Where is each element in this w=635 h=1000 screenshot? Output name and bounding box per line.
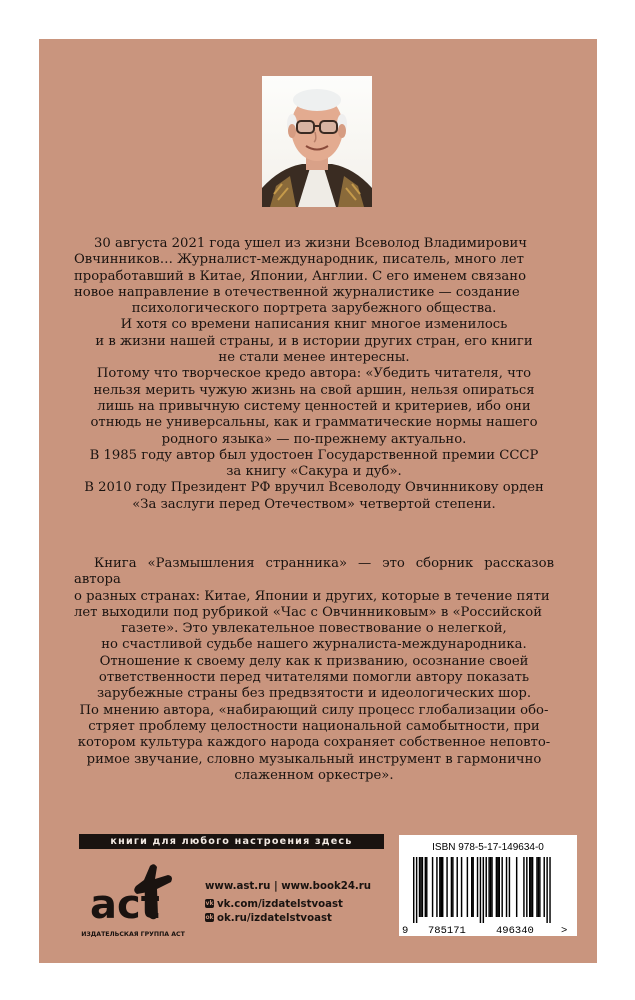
text-line: «За заслуги перед Отечеством» четвертой степени.: [132, 496, 496, 512]
barcode-digit-first: 9: [402, 925, 409, 937]
barcode-bar: [536, 857, 537, 917]
barcode-bar: [451, 857, 452, 917]
text-line: родного языка» — по-прежнему актуально.: [161, 431, 467, 447]
text-line: котором культура каждого народа сохраняет собственное неповто-: [77, 735, 551, 751]
text-line: Отношение к своему делу как к призванию, осознание своей: [99, 653, 529, 669]
barcode-bar: [544, 857, 545, 917]
barcode-bar: [457, 857, 458, 917]
barcode-bar: [426, 857, 427, 917]
ok-link[interactable]: [205, 912, 371, 926]
barcode-bar: [499, 857, 500, 917]
barcode-bar: [516, 857, 517, 917]
ok-text: ok.ru/izdatelstvoast: [217, 913, 332, 924]
vk-icon: vk: [205, 900, 214, 907]
text-line: о разных странах: Китае, Японии и других, которые в течение пяти: [74, 588, 550, 604]
barcode-bar: [436, 857, 437, 917]
barcode-digits-right: 496340: [496, 925, 534, 937]
ast-logo: [88, 862, 176, 930]
website-links[interactable]: www.ast.ru | www.book24.ru: [205, 881, 372, 892]
text-line: Потому что творческое кредо автора: «Убедить читателя, что: [96, 366, 532, 382]
text-line: не стали менее интересны.: [218, 350, 410, 366]
barcode-bar: [420, 857, 421, 917]
text-line: ответственности перед читателями помогли автору показать: [98, 670, 530, 686]
publisher-links: [205, 880, 371, 926]
isbn-text: ISBN 978-5-17-149634-0: [432, 842, 544, 853]
barcode-end-mark: >: [561, 925, 568, 937]
barcode-bar: [497, 857, 498, 917]
barcode-bar: [413, 857, 414, 923]
barcode-bar: [471, 857, 472, 917]
text-line: нельзя мерить чужую жизнь на свой аршин, нельзя опираться: [93, 382, 535, 398]
barcode-bar: [441, 857, 442, 917]
ok-icon: ok: [205, 914, 214, 921]
barcode-bar: [477, 857, 478, 917]
barcode-bar: [422, 857, 423, 917]
slogan-bar: книги для любого настроения здесь: [79, 834, 384, 849]
text-line: лишь на привычную систему ценностей и критериев, ибо они: [97, 398, 531, 414]
logo-text: act: [90, 882, 160, 928]
barcode-bar: [549, 857, 550, 923]
barcode-bar: [442, 857, 443, 917]
barcode-bar: [486, 857, 487, 917]
publisher-name: ИЗДАТЕЛЬСКАЯ ГРУППА АСТ: [81, 931, 185, 938]
barcode: [413, 857, 563, 925]
barcode-bar: [432, 857, 433, 917]
barcode-bar: [461, 857, 462, 917]
text-line: за книгу «Сакура и дуб».: [226, 464, 402, 480]
barcode-bar: [546, 857, 547, 923]
barcode-bar: [509, 857, 510, 917]
text-line: проработавший в Китае, Японии, Англии. С его именем связано: [74, 268, 527, 284]
author-bio: [74, 236, 554, 513]
barcode-bar: [538, 857, 539, 917]
barcode-bar: [425, 857, 426, 917]
text-line: лет выходили под рубрикой «Час с Овчинниковым» в «Российской: [74, 604, 543, 620]
barcode-bar: [539, 857, 540, 917]
barcode-bar: [446, 857, 447, 917]
text-line: отнюдь не универсальны, как и грамматические нормы нашего: [90, 415, 538, 431]
barcode-bar: [529, 857, 530, 917]
barcode-digits-left: 785171: [428, 925, 466, 937]
barcode-bar: [439, 857, 440, 917]
text-line: стряет проблему целостности национальной самобытности, при: [88, 718, 540, 734]
text-line: римое звучание, словно музыкальный инструмент в гармонично: [86, 751, 542, 767]
text-line: И хотя со времени написания книг многое изменилось: [120, 317, 508, 333]
text-line: В 1985 году автор был удостоен Государственной премии СССР: [89, 447, 539, 463]
barcode-bar: [523, 857, 524, 917]
text-line: слаженном оркестре».: [234, 767, 394, 783]
author-portrait: [262, 76, 372, 207]
barcode-bar: [501, 857, 502, 917]
vk-link[interactable]: [205, 898, 371, 912]
vk-text: vk.com/izdatelstvoast: [217, 899, 343, 910]
text-line: 30 августа 2021 года ушел из жизни Всеволод Владимирович: [94, 236, 527, 251]
isbn-box: [399, 835, 577, 936]
barcode-bar: [530, 857, 531, 917]
barcode-bar: [467, 857, 468, 917]
barcode-bar: [483, 857, 484, 923]
barcode-bar: [526, 857, 527, 917]
text-line: В 2010 году Президент РФ вручил Всеволоду Овчинникову орден: [84, 480, 544, 496]
barcode-bar: [491, 857, 492, 917]
barcode-bar: [416, 857, 417, 923]
barcode-bar: [488, 857, 489, 917]
text-line: зарубежные страны без предвзятости и идеологических шор.: [96, 686, 532, 702]
barcode-bar: [532, 857, 533, 917]
book-description: [74, 556, 554, 784]
barcode-bar: [452, 857, 453, 917]
barcode-bar: [419, 857, 420, 917]
text-line: и в жизни нашей страны, и в истории других стран, его книги: [95, 333, 533, 349]
text-line: Овчинников… Журналист-международник, писатель, много лет: [74, 252, 524, 268]
author-photo: [262, 76, 372, 207]
text-line: Книга «Размышления странника» — это сборник рассказов автора: [74, 556, 554, 588]
barcode-bar: [506, 857, 507, 917]
barcode-bar: [480, 857, 481, 923]
text-line: но счастливой судьбе нашего журналиста-международника.: [101, 637, 527, 653]
barcode-bar: [490, 857, 491, 917]
barcode-bar: [496, 857, 497, 917]
text-line: По мнению автора, «набирающий силу процесс глобализации обо-: [79, 702, 549, 718]
text-line: новое направление в отечественной журналистике — создание: [74, 284, 520, 300]
barcode-bar: [472, 857, 473, 917]
text-line: психологического портрета зарубежного общества.: [131, 301, 497, 317]
text-line: газете». Это увлекательное повествование о нелегкой,: [121, 621, 507, 637]
